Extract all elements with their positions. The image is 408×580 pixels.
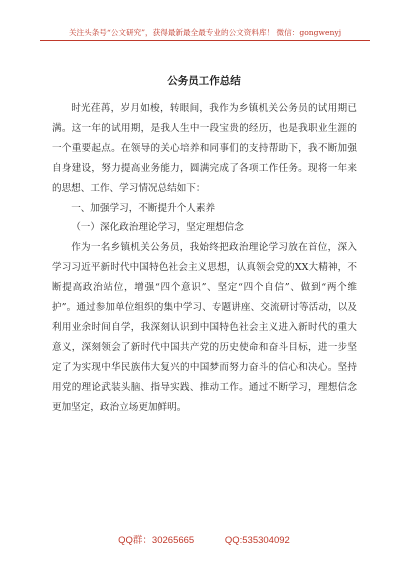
body-paragraph: 作为一名乡镇机关公务员，我始终把政治理论学习放在首位，深入学习习近平新时代中国特色社会主义思想，认真领会党的XX大精神，不断提高政治站位，增强“四个意识”、坚定“四个自信”、做到“两个维护”。通过参加单位组织的集中学习、专题讲座、交流研讨等活动，以及利用业余时间自学，我深刻认识到中国特色社会主义进入新时代的重大意义，深刻领会了新时代中国共产党的历史使命和奋斗目标，进一步坚定了为实现中华民族伟大复兴的中国梦而努力奋斗的信心和决心。坚持用党的理论武装头脑、指导实践、推动工作。通过不断学习，理想信念更加坚定，政治立场更加鲜明。 bbox=[52, 242, 357, 413]
subsection-heading: （一）深化政治理论学习，坚定理想信念 bbox=[71, 222, 244, 234]
header-note: 关注头条号“公文研究”，获得最新最全最专业的公文资料库！ 微信：gongwenyj bbox=[68, 28, 342, 37]
intro-paragraph: 时光荏苒，岁月如梭，转眼间，我作为乡镇机关公务员的试用期已满。这一年的试用期，是我人生中一段宝贵的经历，也是我职业生涯的一个重要起点。在领导的关心培养和同事们的支持帮助下，我不断加强自身建设，努力提高业务能力，圆满完成了各项工作任务。现将一年来的思想、工作、学习情况总结如下： bbox=[52, 103, 357, 194]
document-body bbox=[52, 99, 357, 418]
document-title: 公务员工作总结 bbox=[167, 75, 241, 87]
footer-qq-number: QQ:535304092 bbox=[224, 535, 290, 546]
header-divider bbox=[40, 40, 370, 41]
footer-contact bbox=[0, 532, 408, 546]
footer-qq-group: QQ群：30265665 bbox=[118, 535, 195, 546]
section-heading: 一、加强学习，不断提升个人素养 bbox=[71, 202, 216, 214]
